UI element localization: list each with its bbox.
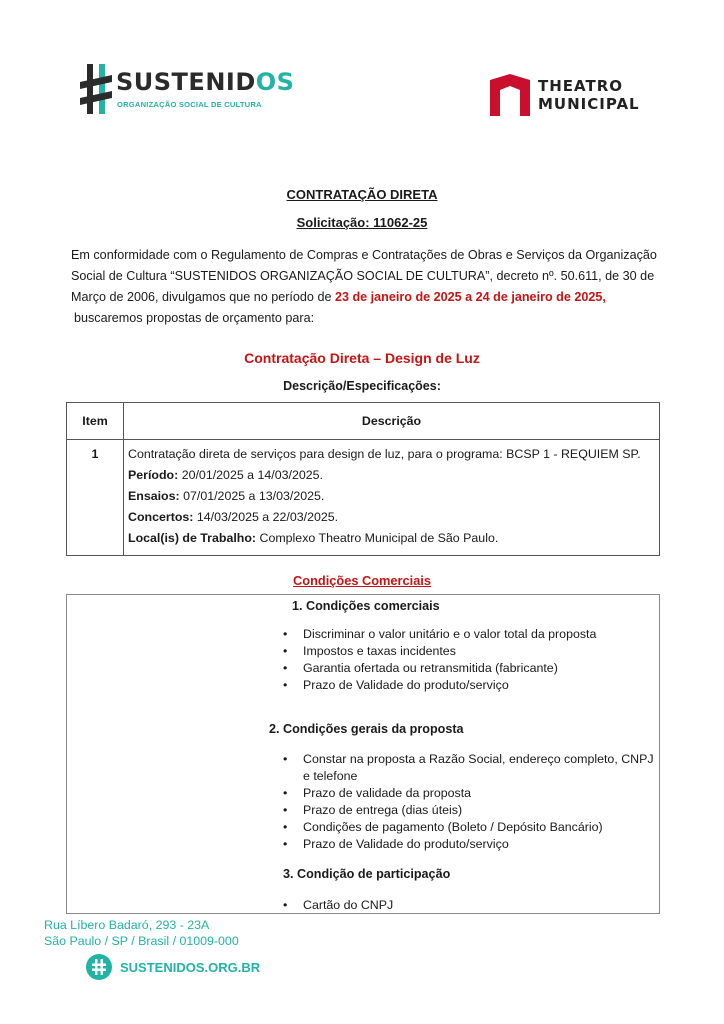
concertos-line <box>128 507 655 528</box>
sustenidos-logo <box>80 62 295 118</box>
footer-address <box>44 917 239 949</box>
list-item: • Prazo de entrega (dias úteis) <box>281 802 661 819</box>
row-item-number: 1 <box>67 440 124 556</box>
theatro-municipal-logo <box>488 74 658 118</box>
intro-text: Em conformidade com o Regulamento de Compras e Contratações de Obras e Serviços da Organização Social de Cultura “SUSTENIDOS ORGANIZAÇÃO SOCIAL DE CULTURA”, decreto nº. 50.611, de 30 de Março de 2006, divulgamos que no período de <box>71 248 657 304</box>
ensaios-label: Ensaios: <box>128 489 180 503</box>
concertos-label: Concertos: <box>128 510 194 524</box>
list-item: • Prazo de Validade do produto/serviço <box>281 836 661 853</box>
list-item: • Prazo de validade da proposta <box>281 785 661 802</box>
periodo-label: Período: <box>128 468 179 482</box>
description-line: Contratação direta de serviços para design de luz, para o programa: BCSP 1 - REQUIEM SP. <box>128 447 641 461</box>
section3-title: 3. Condição de participação <box>283 867 451 881</box>
list-item: • Impostos e taxas incidentes <box>281 643 596 660</box>
section2-list <box>281 751 661 853</box>
section3-list <box>281 897 393 914</box>
theatro-line2: MUNICIPAL <box>538 95 640 113</box>
section2-title: 2. Condições gerais da proposta <box>269 722 464 736</box>
list-item: • Garantia ofertada ou retransmitida (fabricante) <box>281 660 596 677</box>
document-title: CONTRATAÇÃO DIRETA <box>286 187 438 202</box>
table-header-row <box>67 403 660 440</box>
sustenidos-subtitle: ORGANIZAÇÃO SOCIAL DE CULTURA <box>117 100 262 109</box>
conditions-box <box>66 594 660 914</box>
header-item: Item <box>67 403 124 440</box>
local-label: Local(is) de Trabalho: <box>128 531 257 545</box>
table-row <box>67 440 660 556</box>
theatro-line1: THEATRO <box>538 77 624 95</box>
header-description: Descrição <box>124 403 660 440</box>
section1-list <box>281 626 596 694</box>
hash-icon <box>80 62 112 116</box>
contract-title: Contratação Direta – Design de Luz <box>244 350 480 366</box>
website-link[interactable]: SUSTENIDOS.ORG.BR <box>120 960 261 975</box>
conditions-heading: Condições Comerciais <box>293 573 431 588</box>
intro-period: 23 de janeiro de 2025 a 24 de janeiro de 2025, <box>334 290 606 304</box>
periodo-line <box>128 465 655 486</box>
list-item: • Discriminar o valor unitário e o valor total da proposta <box>281 626 596 643</box>
periodo-value: 20/01/2025 a 14/03/2025. <box>178 468 323 482</box>
list-item: • Condições de pagamento (Boleto / Depósito Bancário) <box>281 819 661 836</box>
section1-title: 1. Condições comerciais <box>292 599 440 613</box>
list-item: • Prazo de Validade do produto/serviço <box>281 677 596 694</box>
spec-title: Descrição/Especificações: <box>283 379 441 393</box>
request-number: Solicitação: 11062-25 <box>296 215 428 230</box>
list-item: • Cartão do CNPJ <box>281 897 393 914</box>
concertos-value: 14/03/2025 a 22/03/2025. <box>193 510 339 524</box>
local-value: Complexo Theatro Municipal de São Paulo. <box>256 531 499 545</box>
local-line <box>128 528 655 549</box>
address-line2: São Paulo / SP / Brasil / 01009-000 <box>44 934 239 948</box>
intro-continuation: buscaremos propostas de orçamento para: <box>74 311 315 325</box>
hash-circle-icon <box>86 954 112 980</box>
ensaios-value: 07/01/2025 a 13/03/2025. <box>179 489 325 503</box>
theatre-arch-icon <box>488 74 532 118</box>
row-description <box>124 440 660 556</box>
spec-table <box>66 402 660 556</box>
ensaios-line <box>128 486 655 507</box>
list-item: • Constar na proposta a Razão Social, endereço completo, CNPJ e telefone <box>281 751 661 785</box>
intro-paragraph <box>71 245 671 329</box>
address-line1: Rua Líbero Badaró, 293 - 23A <box>44 918 210 932</box>
sustenidos-wordmark: SUSTENIDOS <box>116 68 295 96</box>
